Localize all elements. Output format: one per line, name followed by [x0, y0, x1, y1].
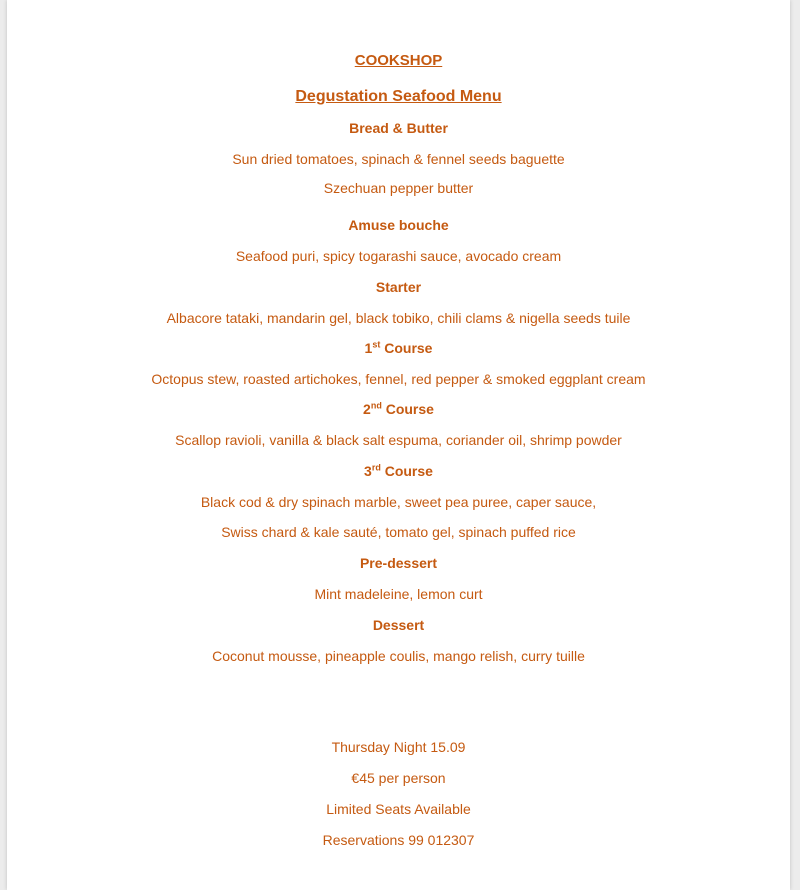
menu-item: Sun dried tomatoes, spinach & fennel seeds baguette	[232, 151, 565, 167]
menu-item: Octopus stew, roasted artichokes, fennel, red pepper & smoked eggplant cream	[151, 371, 646, 387]
menu-item: Albacore tataki, mandarin gel, black tobiko, chili clams & nigella seeds tuile	[166, 310, 631, 326]
section-heading-starter: Starter	[375, 279, 422, 295]
menu-item: Scallop ravioli, vanilla & black salt espuma, coriander oil, shrimp powder	[175, 432, 622, 448]
reservations-phone: Reservations 99 012307	[322, 832, 475, 848]
menu-item: Coconut mousse, pineapple coulis, mango relish, curry tuille	[212, 648, 585, 664]
menu-item: Szechuan pepper butter	[323, 180, 474, 196]
section-heading-course-1	[7, 339, 790, 357]
seats-note: Limited Seats Available	[326, 801, 471, 817]
section-heading-course-2	[7, 400, 790, 418]
menu-item: Black cod & dry spinach marble, sweet pea puree, caper sauce,	[200, 494, 597, 510]
section-heading-amuse: Amuse bouche	[348, 217, 449, 233]
menu-item: Seafood puri, spicy togarashi sauce, avocado cream	[235, 248, 562, 264]
course-ordinal-suffix: nd	[370, 400, 382, 411]
menu-title: Degustation Seafood Menu	[295, 88, 502, 105]
event-date: Thursday Night 15.09	[331, 739, 466, 755]
course-ordinal-suffix: st	[372, 339, 381, 350]
section-heading-course-3	[7, 462, 790, 480]
section-heading-bread: Bread & Butter	[349, 120, 448, 136]
course-number: 2	[363, 401, 371, 417]
course-label: Course	[385, 401, 434, 417]
course-number: 3	[364, 463, 372, 479]
course-label: Course	[384, 340, 433, 356]
menu-page	[7, 0, 790, 890]
section-heading-predessert: Pre-dessert	[359, 555, 438, 571]
menu-item: Mint madeleine, lemon curt	[314, 586, 483, 602]
course-number: 1	[364, 340, 373, 356]
price: €45 per person	[351, 770, 446, 786]
course-ordinal-suffix: rd	[371, 462, 381, 473]
menu-item: Swiss chard & kale sauté, tomato gel, spinach puffed rice	[221, 524, 576, 540]
section-heading-dessert: Dessert	[372, 617, 425, 633]
restaurant-name: COOKSHOP	[354, 52, 443, 69]
course-label: Course	[384, 463, 433, 479]
